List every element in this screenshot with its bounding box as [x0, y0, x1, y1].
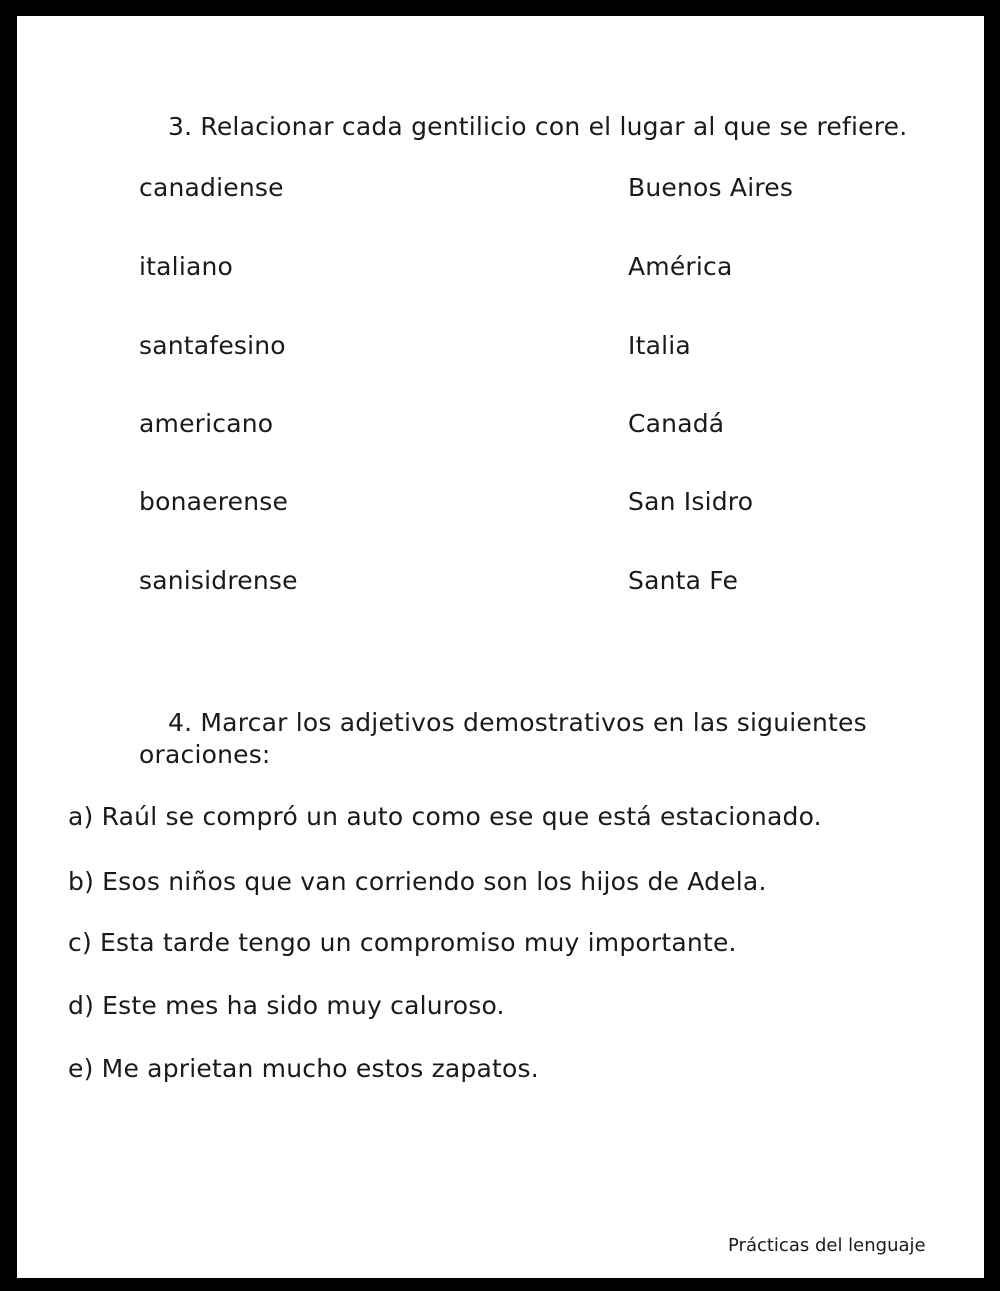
lugar-item: Canadá	[628, 409, 725, 438]
gentilicio-item: bonaerense	[139, 487, 289, 516]
sentence-c: c) Esta tarde tengo un compromiso muy importante.	[68, 928, 737, 957]
footer-subject-label: Prácticas del lenguaje	[728, 1235, 926, 1256]
gentilicio-item: sanisidrense	[139, 566, 298, 595]
gentilicio-item: canadiense	[139, 173, 284, 202]
lugar-item: Buenos Aires	[628, 173, 794, 202]
lugar-item: San Isidro	[628, 487, 754, 516]
lugar-item: Santa Fe	[628, 566, 739, 595]
gentilicio-item: italiano	[139, 252, 234, 281]
sentence-a: a) Raúl se compró un auto como ese que está estacionado.	[68, 802, 822, 831]
sentence-e: e) Me aprietan mucho estos zapatos.	[68, 1054, 539, 1083]
sentence-d: d) Este mes ha sido muy caluroso.	[68, 991, 505, 1020]
gentilicio-item: santafesino	[139, 331, 286, 360]
sentence-b: b) Esos niños que van corriendo son los hijos de Adela.	[68, 867, 767, 896]
exercise-4-title: 4. Marcar los adjetivos demostrativos en las siguientes	[168, 708, 867, 737]
exercise-3-title: 3. Relacionar cada gentilicio con el lugar al que se refiere.	[168, 112, 908, 141]
lugar-item: Italia	[628, 331, 691, 360]
exercise-4-title-continuation: oraciones:	[139, 740, 271, 769]
gentilicio-item: americano	[139, 409, 274, 438]
lugar-item: América	[628, 252, 733, 281]
